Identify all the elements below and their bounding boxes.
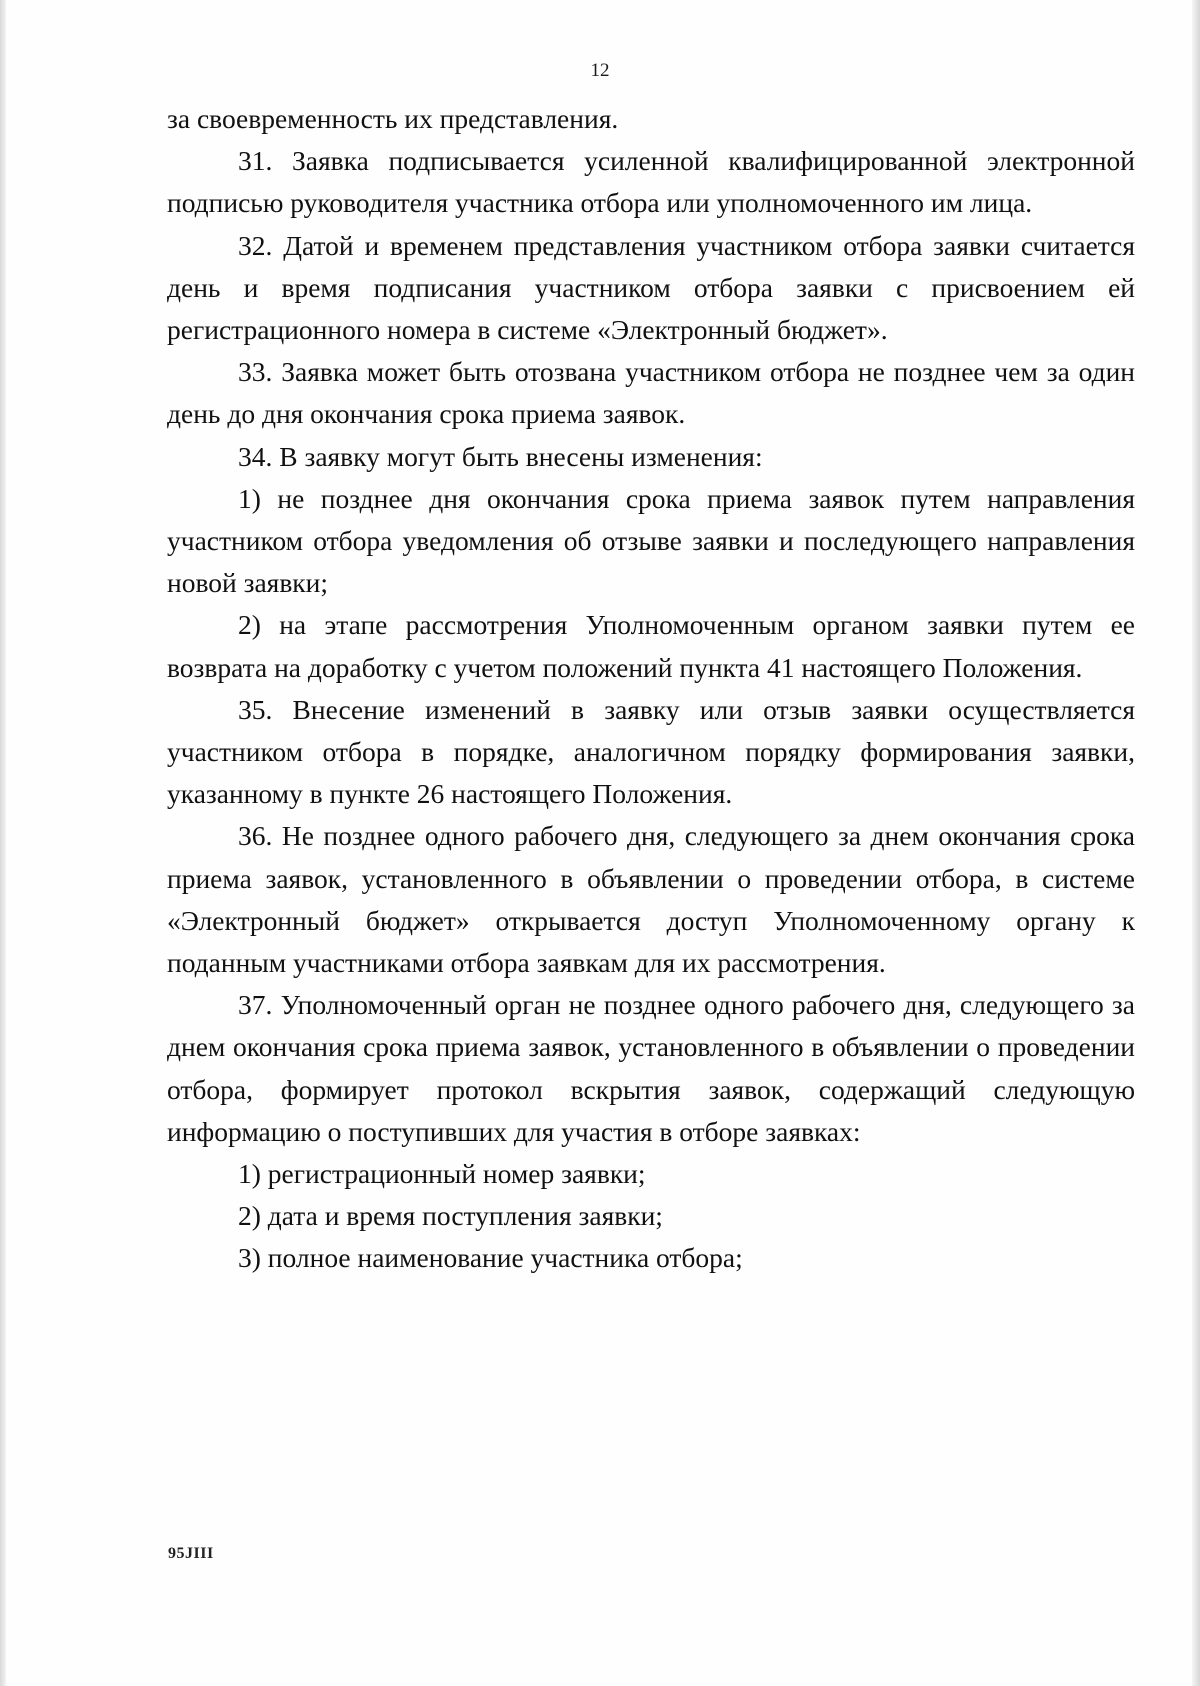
paragraph-37: 37. Уполномоченный орган не позднее одного рабочего дня, следующего за днем окончания срока приема заявок, установленного в объявлении о проведении отбора, формирует протокол вскрытия заявок, содержащий следующую информацию о поступивших для участия в отборе заявках:: [167, 989, 1135, 1147]
page-number: 12: [590, 60, 610, 81]
paragraph-36: 36. Не позднее одного рабочего дня, следующего за днем окончания срока приема заявок, установленного в объявлении о проведении отбора, в системе «Электронный бюджет» открывается доступ Уполномоченному органу к поданным участниками отбора заявкам для их рассмотрения.: [167, 820, 1135, 979]
scan-edge-right: [1192, 0, 1200, 1686]
paragraph-34: 34. В заявку могут быть внесены изменения:: [238, 440, 763, 472]
paragraph-35: 35. Внесение изменений в заявку или отзыв заявки осуществляется участником отбора в порядке, аналогичном порядку формирования заявки, указанному в пункте 26 настоящего Положения.: [167, 693, 1135, 810]
paragraph-37-item-1: 1) регистрационный номер заявки;: [238, 1158, 646, 1190]
document-footer-code: 95JIII: [168, 1545, 214, 1562]
paragraph-33: 33. Заявка может быть отозвана участником отбора не позднее чем за один день до дня окончания срока приема заявок.: [167, 356, 1135, 430]
document-body: [167, 98, 1135, 1280]
paragraph-continuation: за своевременность их представления.: [167, 103, 619, 134]
paragraph-37-item-3: 3) полное наименование участника отбора;: [238, 1242, 743, 1274]
scan-edge-left: [0, 0, 6, 1686]
paragraph-32: 32. Датой и временем представления участником отбора заявки считается день и время подписания участником отбора заявки с присвоением ей регистрационного номера в системе «Электронный бюджет».: [167, 229, 1135, 346]
paragraph-31: 31. Заявка подписывается усиленной квалифицированной электронной подписью руководителя участника отбора или уполномоченного им лица.: [167, 145, 1135, 219]
paragraph-34-item-2: 2) на этапе рассмотрения Уполномоченным органом заявки путем ее возврата на доработку с учетом положений пункта 41 настоящего Положения.: [167, 609, 1135, 683]
paragraph-34-item-1: 1) не позднее дня окончания срока приема заявок путем направления участником отбора уведомления об отзыве заявки и последующего направления новой заявки;: [167, 482, 1135, 599]
paragraph-37-item-2: 2) дата и время поступления заявки;: [238, 1200, 663, 1232]
